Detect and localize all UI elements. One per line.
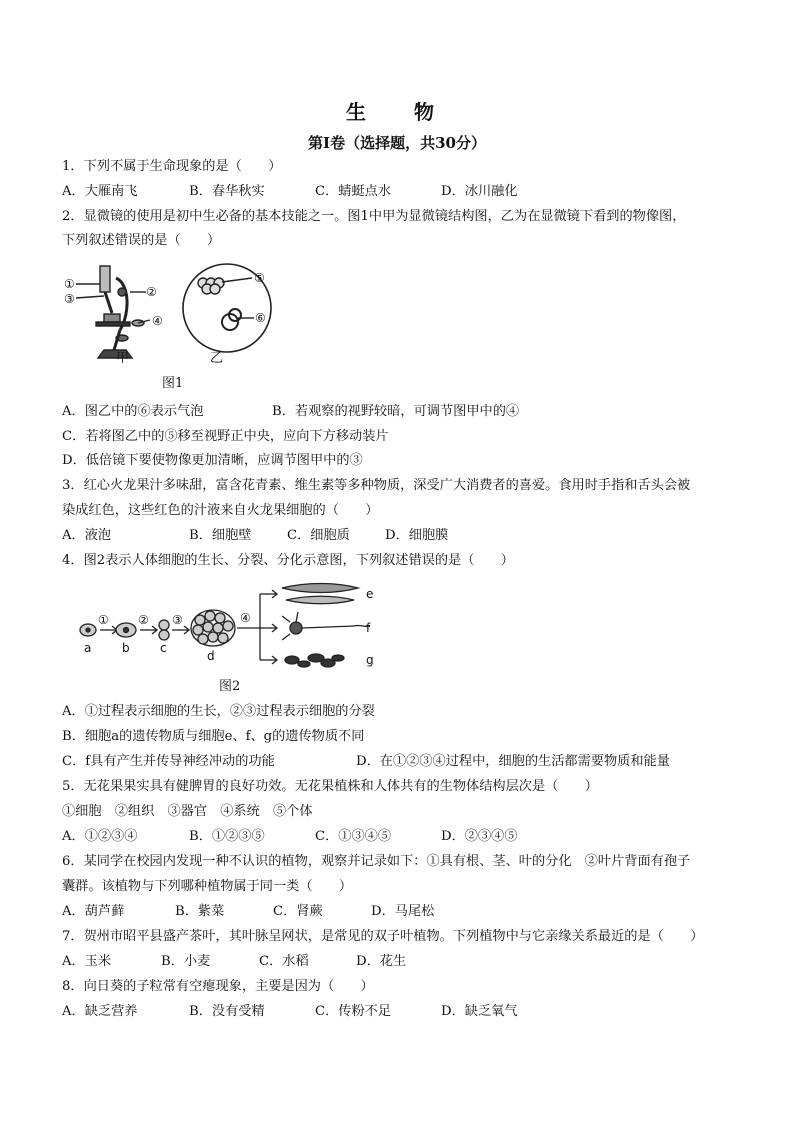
step-3: ③ <box>172 613 183 627</box>
question-5-option-a: A．①②③④ <box>62 829 138 844</box>
marker-6: ⑥ <box>255 311 266 325</box>
question-8-option-d: D．缺乏氧气 <box>441 1004 518 1019</box>
question-6-stem-line1: 6．某同学在校园内发现一种不认识的植物，观察并记录如下：①具有根、茎、叶的分化 ②叶片背面有孢子 <box>62 854 691 869</box>
label-a: a <box>84 641 92 655</box>
question-1-option-a: A．大雁南飞 <box>62 184 138 199</box>
label-c: c <box>160 641 167 655</box>
eyepiece <box>100 266 110 292</box>
question-6-option-b: B．紫菜 <box>175 904 225 919</box>
step-1: ① <box>98 613 109 627</box>
question-8-stem: 8．向日葵的子粒常有空瘪现象，主要是因为（ ） <box>62 979 374 994</box>
question-1-stem: 1．下列不属于生命现象的是（ ） <box>62 159 282 174</box>
question-2-option-c: C．若将图乙中的⑤移至视野正中央，应向下方移动装片 <box>62 429 389 444</box>
question-6-option-a: A．葫芦藓 <box>62 904 125 919</box>
question-4-option-a: A．①过程表示细胞的生长，②③过程表示细胞的分裂 <box>62 704 375 719</box>
question-7-option-d: D．花生 <box>356 954 407 969</box>
question-5-option-b: B．①②③⑤ <box>189 829 265 844</box>
question-4-option-c: C．f具有产生并传导神经冲动的功能 <box>62 754 275 769</box>
page-title: 生 物 <box>346 100 448 124</box>
question-1-option-c: C．蜻蜓点水 <box>315 184 392 199</box>
question-8-option-a: A．缺乏营养 <box>62 1004 138 1019</box>
marker-4: ④ <box>152 314 163 328</box>
figure-1-label-yi: 乙 <box>210 351 224 366</box>
question-2-option-a: A．图乙中的⑥表示气泡 <box>62 404 204 419</box>
question-2-option-d: D．低倍镜下要使物像更加清晰，应调节图甲中的③ <box>62 453 363 468</box>
marker-2: ② <box>146 285 157 299</box>
figure-1-caption: 图1 <box>162 376 184 391</box>
question-3-option-c: C．细胞质 <box>287 528 350 543</box>
question-3-option-a: A．液泡 <box>62 528 112 543</box>
question-7-option-a: A．玉米 <box>62 954 112 969</box>
question-3-option-d: D．细胞膜 <box>385 528 449 543</box>
question-4-option-b: B．细胞a的遗传物质与细胞e、f、g的遗传物质不同 <box>62 729 365 744</box>
section-heading: 第Ⅰ卷（选择题，共30分） <box>308 134 486 152</box>
question-1-option-b: B．春华秋实 <box>189 184 265 199</box>
label-g: g <box>366 653 374 667</box>
marker-5: ⑤ <box>254 271 265 285</box>
question-2-stem-line1: 2．显微镜的使用是初中生必备的基本技能之一。图1中甲为显微镜结构图，乙为在显微镜下看到的物像图， <box>62 209 686 224</box>
step-2: ② <box>138 613 149 627</box>
question-8-option-c: C．传粉不足 <box>315 1004 392 1019</box>
question-4-stem: 4．图2表示人体细胞的生长、分裂、分化示意图，下列叙述错误的是（ ） <box>62 553 514 568</box>
question-2-stem-line2: 下列叙述错误的是（ ） <box>62 233 221 248</box>
question-6-option-c: C．肾蕨 <box>273 904 323 919</box>
question-5-option-c: C．①③④⑤ <box>315 829 392 844</box>
question-5-stem: 5．无花果果实具有健脾胃的良好功效。无花果植株和人体共有的生物体结构层次是（ ） <box>62 779 598 794</box>
marker-3: ③ <box>64 292 75 306</box>
question-6-option-d: D．马尾松 <box>371 904 435 919</box>
figure-2-caption: 图2 <box>219 679 241 694</box>
question-5-items: ①细胞 ②组织 ③器官 ④系统 ⑤个体 <box>62 804 313 819</box>
label-d: d <box>207 649 215 663</box>
figure-2-cell-diagram <box>76 578 386 698</box>
question-7-option-c: C．水稻 <box>259 954 309 969</box>
question-7-stem: 7．贺州市昭平县盛产茶叶，其叶脉呈网状，是常见的双子叶植物。下列植物中与它亲缘关系最近的是（ ） <box>62 929 704 944</box>
step-4: ④ <box>240 611 251 625</box>
question-8-option-b: B．没有受精 <box>189 1004 265 1019</box>
label-f: f <box>366 621 371 635</box>
question-6-stem-line2: 囊群。该植物与下列哪种植物属于同一类（ ） <box>62 879 353 894</box>
question-5-option-d: D．②③④⑤ <box>441 829 518 844</box>
marker-1: ① <box>64 277 75 291</box>
question-4-option-d: D．在①②③④过程中，细胞的生活都需要物质和能量 <box>356 754 670 769</box>
question-1-option-d: D．冰川融化 <box>441 184 518 199</box>
question-7-option-b: B．小麦 <box>161 954 211 969</box>
figure-1-label-jia: 甲 <box>116 351 130 366</box>
question-3-stem-line1: 3．红心火龙果汁多味甜，富含花青素、维生素等多种物质，深受广大消费者的喜爱。食用时手指和舌头会被 <box>62 478 691 493</box>
question-2-option-b: B．若观察的视野较暗，可调节图甲中的④ <box>272 404 520 419</box>
question-3-stem-line2: 染成红色，这些红色的汁液来自火龙果细胞的（ ） <box>62 503 379 518</box>
figure-1-microscope <box>64 258 280 398</box>
question-3-option-b: B．细胞壁 <box>189 528 252 543</box>
label-b: b <box>122 641 130 655</box>
label-e: e <box>366 587 374 601</box>
